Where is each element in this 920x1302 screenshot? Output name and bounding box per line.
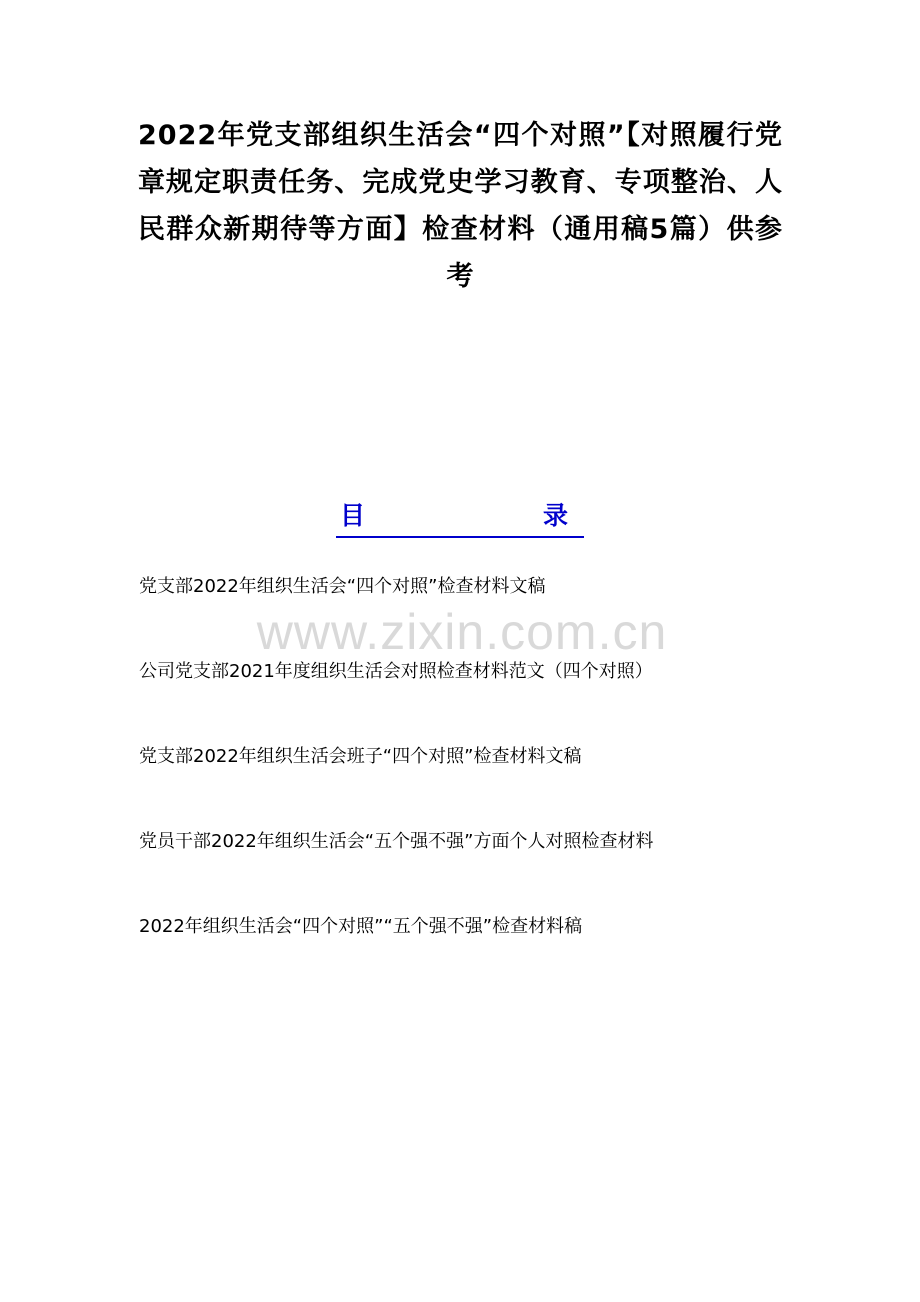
document-title: 2022年党支部组织生活会“四个对照”【对照履行党章规定职责任务、完成党史学习教育、专项整治、人民群众新期待等方面】检查材料（通用稿5篇）供参考 [138,120,783,292]
toc-item-4[interactable]: 党员干部2022年组织生活会“五个强不强”方面个人对照检查材料 [139,831,654,852]
toc-item-1[interactable]: 党支部2022年组织生活会“四个对照”检查材料文稿 [139,576,546,597]
toc-list [139,568,799,993]
toc-heading-right: 录 [542,501,568,530]
toc-item-2[interactable]: 公司党支部2021年度组织生活会对照检查材料范文（四个对照） [139,661,653,682]
toc-item-5[interactable]: 2022年组织生活会“四个对照”“五个强不强”检查材料稿 [139,916,583,937]
toc-heading-left: 目 [340,501,366,530]
toc-heading [336,500,584,538]
toc-item-3[interactable]: 党支部2022年组织生活会班子“四个对照”检查材料文稿 [139,746,582,767]
watermark: www.zixin.com.cn [256,604,668,660]
